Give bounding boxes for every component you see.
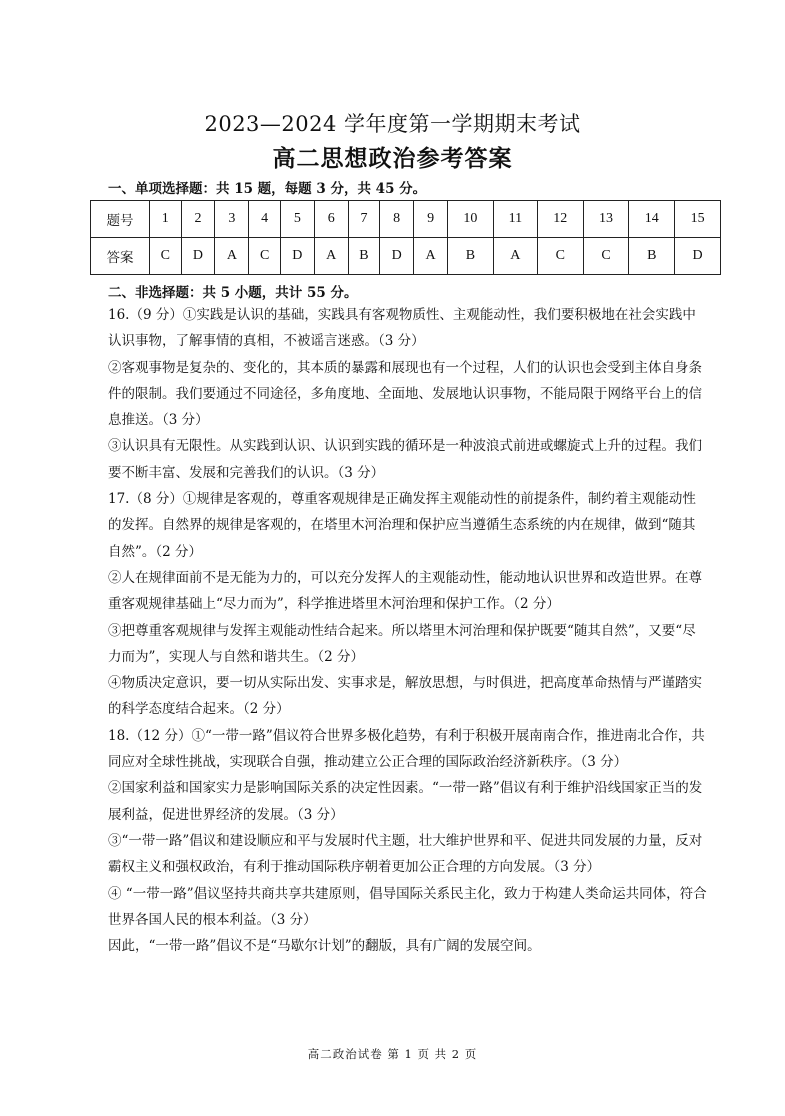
answer-paragraph: ③“一带一路”倡议和建设顺应和平与发展时代主题，壮大维护世界和平、促进共同发展的力量，反对霸权主义和强权政治，有利于推动国际秩序朝着更加公正合理的方向发展。（3 分） <box>108 832 703 876</box>
answer-paragraph: 16.（9 分）①实践是认识的基础，实践具有客观物质性、主观能动性，我们要积极地在社会实践中认识事物，了解事情的真相，不被谣言迷惑。（3 分） <box>108 307 696 350</box>
answer-cell: B <box>348 238 380 275</box>
question-number-cell: 12 <box>537 201 583 238</box>
answer-cell: D <box>380 238 414 275</box>
section-1-heading: 一、单项选择题：共 15 题，每题 3 分，共 45 分。 <box>108 181 427 197</box>
question-number-cell: 8 <box>380 201 414 238</box>
question-number-cell: 6 <box>314 201 348 238</box>
answer-row <box>91 238 721 275</box>
answer-cell: B <box>629 238 675 275</box>
answer-paragraph: ③把尊重客观规律与发挥主观能动性结合起来。所以塔里木河治理和保护既要“随其自然”，又要“尽力而为”，实现人与自然和谐共生。（2 分） <box>108 622 696 665</box>
answer-cell: C <box>583 238 629 275</box>
question-number-cell: 15 <box>675 201 721 238</box>
section-2-heading: 二、非选择题：共 5 小题，共计 55 分。 <box>108 285 358 301</box>
answer-paragraph: 因此，“一带一路”倡议不是“马歇尔计划”的翻版，具有广阔的发展空间。 <box>108 938 541 955</box>
question-number-cell: 4 <box>249 201 281 238</box>
answer-table <box>90 200 721 275</box>
answer-cell: C <box>150 238 182 275</box>
answer-paragraph: ③认识具有无限性。从实践到认识、认识到实践的循环是一种波浪式前进或螺旋式上升的过程。我们要不断丰富、发展和完善我们的认识。（3 分） <box>108 438 702 481</box>
question-number-cell: 9 <box>414 201 448 238</box>
answer-paragraph: ②客观事物是复杂的、变化的，其本质的暴露和展现也有一个过程，人们的认识也会受到主体自身条件的限制。我们要通过不同途径，多角度地、全面地、发展地认识事物，不能局限于网络平台上的信息推送。（3 分） <box>108 359 702 429</box>
answer-paragraph: ④ “一带一路”倡议坚持共商共享共建原则，倡导国际关系民主化，致力于构建人类命运共同体，符合世界各国人民的根本利益。（3 分） <box>108 885 707 928</box>
row-label-answer: 答案 <box>91 238 150 275</box>
question-number-cell: 5 <box>280 201 314 238</box>
page-footer: 高二政治试卷 第 1 页 共 2 页 <box>307 1047 478 1061</box>
answer-cell: C <box>537 238 583 275</box>
question-number-cell: 10 <box>448 201 494 238</box>
question-number-cell: 13 <box>583 201 629 238</box>
exam-title: 2023—2024 学年度第一学期期末考试 <box>204 112 581 136</box>
answer-cell: A <box>414 238 448 275</box>
answer-cell: D <box>675 238 721 275</box>
answer-cell: D <box>181 238 215 275</box>
question-number-cell: 11 <box>493 201 537 238</box>
answer-paragraph: ②国家利益和国家实力是影响国际关系的决定性因素。“一带一路”倡议有利于维护沿线国家正当的发展利益，促进世界经济的发展。（3 分） <box>108 780 703 823</box>
answer-paragraph: ④物质决定意识，要一切从实际出发、实事求是，解放思想，与时俱进，把高度革命热情与严谨踏实的科学态度结合起来。（2 分） <box>108 675 702 718</box>
answer-cell: A <box>215 238 249 275</box>
question-number-cell: 7 <box>348 201 380 238</box>
answer-paragraph: 18.（12 分）①“一带一路”倡议符合世界多极化趋势，有利于积极开展南南合作，推进南北合作，共同应对全球性挑战，实现联合自强，推动建立公正合理的国际政治经济新秩序。（3 分） <box>108 727 705 771</box>
answer-cell: A <box>493 238 537 275</box>
answer-cell: D <box>280 238 314 275</box>
answer-paragraph: ②人在规律面前不是无能为力的，可以充分发挥人的主观能动性，能动地认识世界和改造世界。在尊重客观规律基础上“尽力而为”，科学推进塔里木河治理和保护工作。（2 分） <box>108 569 702 613</box>
answer-cell: A <box>314 238 348 275</box>
answer-key-title: 高二思想政治参考答案 <box>272 145 513 172</box>
answer-cell: C <box>249 238 281 275</box>
question-number-cell: 2 <box>181 201 215 238</box>
answer-cell: B <box>448 238 494 275</box>
question-number-cell: 3 <box>215 201 249 238</box>
answer-paragraph: 17.（8 分）①规律是客观的，尊重客观规律是正确发挥主观能动性的前提条件，制约着主观能动性的发挥。自然界的规律是客观的，在塔里木河治理和保护应当遵循生态系统的内在规律，做到“随其自然”。（2 分） <box>108 491 696 560</box>
question-number-row <box>91 201 721 238</box>
question-number-cell: 1 <box>150 201 182 238</box>
answer-body <box>108 302 708 959</box>
row-label-question-number: 题号 <box>91 201 150 238</box>
question-number-cell: 14 <box>629 201 675 238</box>
